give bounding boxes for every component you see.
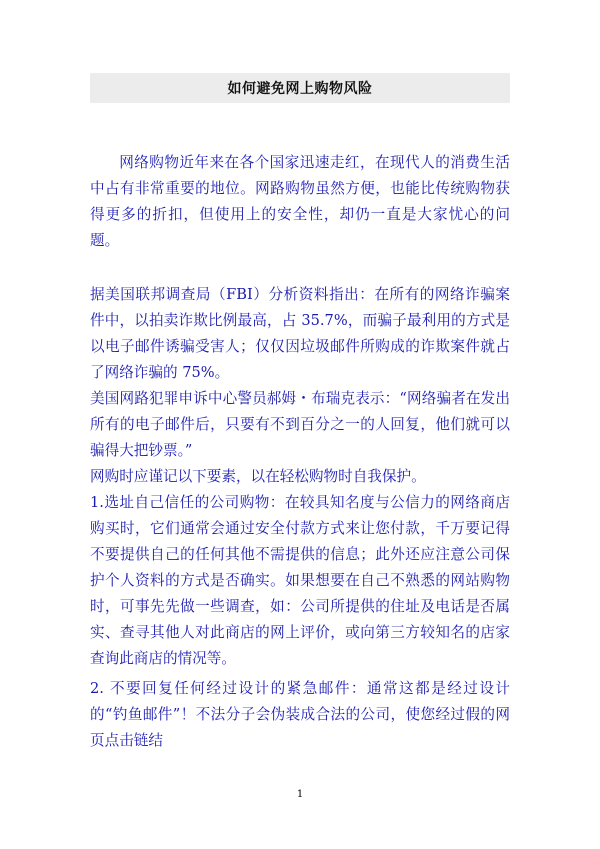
paragraph-fbi: 据美国联邦调查局（FBI）分析资料指出：在所有的网络诈骗案件中，以拍卖诈欺比例最高，占 35.7%，而骗子最利用的方式是以电子邮件诱骗受害人；仅仅因垃圾邮件所购成的诈欺案件就占了网络诈骗的 75%。 xyxy=(90,286,510,381)
document-title: 如何避免网上购物风险 xyxy=(227,81,373,97)
paragraph-tips-intro: 网购时应谨记以下要素，以在轻松购物时自我保护。 xyxy=(90,468,426,485)
paragraph-quote: 美国网路犯罪申诉中心警员郝姆・布瑞克表示：“网络骗者在发出所有的电子邮件后，只要有不到百分之一的人回复，他们就可以骗得大把钞票。” xyxy=(90,390,510,459)
title-banner xyxy=(90,73,510,103)
page-number: 1 xyxy=(296,789,304,800)
intro-paragraph: 网络购物近年来在各个国家迅速走红，在现代人的消费生活中占有非常重要的地位。网路购物虽然方便，也能比传统购物获得更多的折扣，但使用上的安全性，却仍一直是大家忧心的问题。 xyxy=(90,154,510,249)
main-content xyxy=(90,282,510,754)
paragraph-tip-2: 2. 不要回复任何经过设计的紧急邮件：通常这都是经过设计的“钓鱼邮件”！不法分子会伪装成合法的公司，使您经过假的网页点击链结 xyxy=(90,680,510,749)
paragraph-tip-1: 1.选址自己信任的公司购物：在较具知名度与公信力的网络商店购买时，它们通常会通过安全付款方式来让您付款，千万要记得不要提供自己的任何其他不需提供的信息；此外还应注意公司保护个人资料的方式是否确实。如果想要在自己不熟悉的网站购物时，可事先先做一些调查，如：公司所提供的住址及电话是否属实、查寻其他人对此商店的网上评价，或向第三方较知名的店家查询此商店的情况等。 xyxy=(90,494,510,667)
